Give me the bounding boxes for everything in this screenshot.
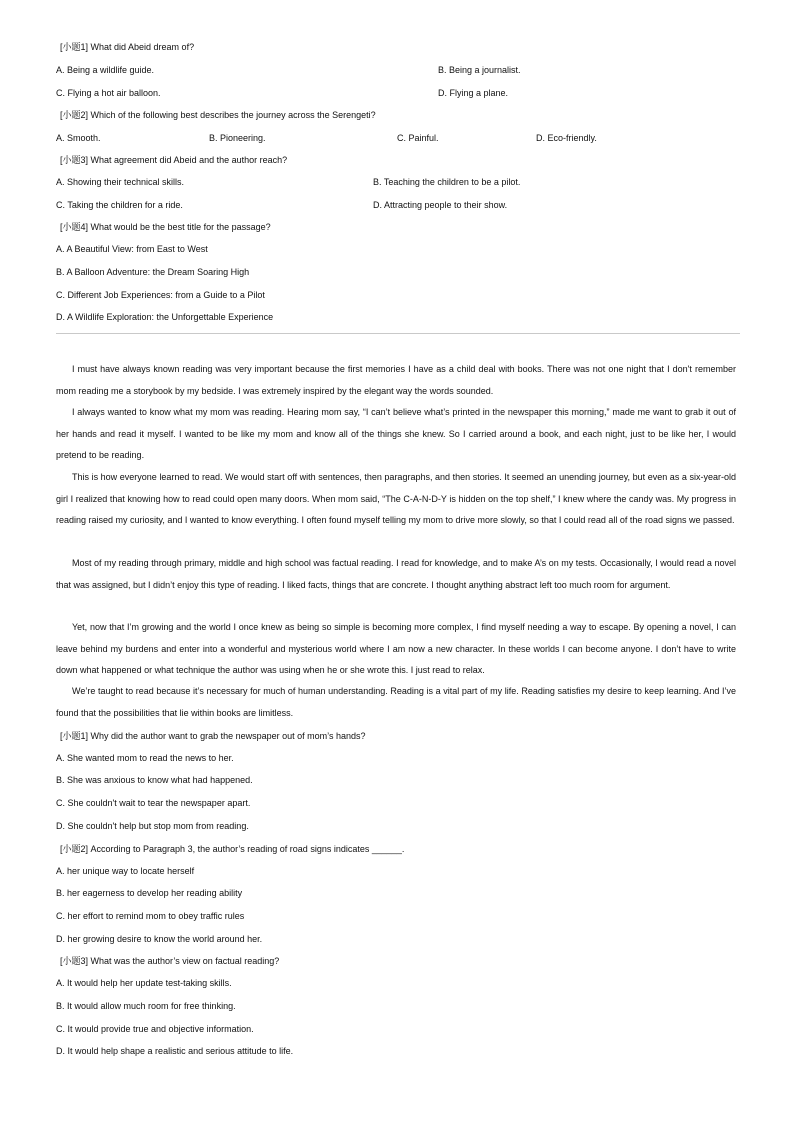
question-3-stem: [小题3] What agreement did Abeid and the author reach? xyxy=(60,155,288,165)
passage-question-3-option-c: C. It would provide true and objective information. xyxy=(56,1024,254,1034)
passage-question-2-option-a: A. her unique way to locate herself xyxy=(56,866,195,876)
question-2-option-b: B. Pioneering. xyxy=(209,133,266,143)
question-2-option-a: A. Smooth. xyxy=(56,133,101,143)
passage-question-2-option-b: B. her eagerness to develop her reading ability xyxy=(56,888,243,898)
question-3-option-a: A. Showing their technical skills. xyxy=(56,177,185,187)
passage-question-2-stem: [小题2] According to Paragraph 3, the author’s reading of road signs indicates ______. xyxy=(60,844,405,854)
passage-question-1-option-b: B. She was anxious to know what had happened. xyxy=(56,775,253,785)
passage-question-1-option-a: A. She wanted mom to read the news to her. xyxy=(56,753,234,763)
question-1-option-c: C. Flying a hot air balloon. xyxy=(56,88,161,98)
question-1-option-b: B. Being a journalist. xyxy=(438,65,521,75)
passage-question-1-stem: [小题1] Why did the author want to grab the newspaper out of mom’s hands? xyxy=(60,731,366,741)
section-divider xyxy=(56,333,740,334)
question-3-option-d: D. Attracting people to their show. xyxy=(373,200,508,210)
question-2-option-d: D. Eco-friendly. xyxy=(536,133,597,143)
question-1-option-d: D. Flying a plane. xyxy=(438,88,509,98)
passage-paragraph-3: This is how everyone learned to read. We would start off with sentences, then paragraphs, and then stories. It seemed an unending journey, but even as a six-year-old girl I realized that knowing how to read could open many doors. When mom said, “The C-A-N-D-Y is hidden on the top shelf,” I knew where the candy was. My progress in reading raised my curiosity, and I wanted to know everything. I often found myself telling my mom to drive more slowly, so that I could read all of the road signs we passed. xyxy=(56,472,736,525)
passage-question-1-option-c: C. She couldn't wait to tear the newspaper apart. xyxy=(56,798,251,808)
passage-paragraph-1: I must have always known reading was very important because the first memories I have as a child deal with books. There was not one night that I don't remember mom reading me a storybook by my bedside. I was extremely inspired by the elegant way the words sounded. xyxy=(56,364,736,396)
question-4-option-a: A. A Beautiful View: from East to West xyxy=(56,244,208,254)
passage-question-3-option-a: A. It would help her update test-taking skills. xyxy=(56,978,232,988)
question-4-option-b: B. A Balloon Adventure: the Dream Soaring High xyxy=(56,267,250,277)
question-4-stem: [小题4] What would be the best title for the passage? xyxy=(60,222,271,232)
passage-paragraph-2: I always wanted to know what my mom was reading. Hearing mom say, “I can’t believe what’s printed in the newspaper this morning,” made me want to grab it out of her hands and read it myself. I wanted to be like my mom and know all of the things she knew. So I carried around a book, and each night, just to be like her, I would pretend to be reading. xyxy=(56,407,736,460)
passage-question-2-option-c: C. her effort to remind mom to obey traffic rules xyxy=(56,911,245,921)
passage-paragraph-4: Most of my reading through primary, middle and high school was factual reading. I read for knowledge, and to make A’s on my tests. Occasionally, I would read a novel that was assigned, but I didn’t enjoy this type of reading. I liked facts, things that are concrete. I thought anything abstract left too much room for argument. xyxy=(56,558,736,590)
passage-question-2-option-d: D. her growing desire to know the world around her. xyxy=(56,934,263,944)
passage-paragraph-6: We’re taught to read because it’s necessary for much of human understanding. Reading is a vital part of my life. Reading satisfies my desire to keep learning. And I’ve found that the possibilities that lie within books are limitless. xyxy=(56,686,736,718)
question-4-option-c: C. Different Job Experiences: from a Guide to a Pilot xyxy=(56,290,265,300)
passage-question-3-option-b: B. It would allow much room for free thinking. xyxy=(56,1001,236,1011)
passage-question-3-option-d: D. It would help shape a realistic and serious attitude to life. xyxy=(56,1046,294,1056)
question-1-stem: [小题1] What did Abeid dream of? xyxy=(60,42,195,52)
question-4-option-d: D. A Wildlife Exploration: the Unforgettable Experience xyxy=(56,312,274,322)
question-2-option-c: C. Painful. xyxy=(397,133,439,143)
question-3-option-c: C. Taking the children for a ride. xyxy=(56,200,183,210)
question-3-option-b: B. Teaching the children to be a pilot. xyxy=(373,177,521,187)
passage-question-1-option-d: D. She couldn't help but stop mom from reading. xyxy=(56,821,249,831)
question-1-option-a: A. Being a wildlife guide. xyxy=(56,65,155,75)
passage-question-3-stem: [小题3] What was the author’s view on factual reading? xyxy=(60,956,280,966)
passage-paragraph-5: Yet, now that I’m growing and the world I once knew as being so simple is becoming more complex, I find myself needing a way to escape. By opening a novel, I can leave behind my burdens and enter into a wonderful and mysterious world where I am now a new character. In these worlds I can become anyone. I don’t have to write down what happened or what technique the author was using when he or she wrote this. I just read to relax. xyxy=(56,622,736,675)
question-2-stem: [小题2] Which of the following best describes the journey across the Serengeti? xyxy=(60,110,376,120)
